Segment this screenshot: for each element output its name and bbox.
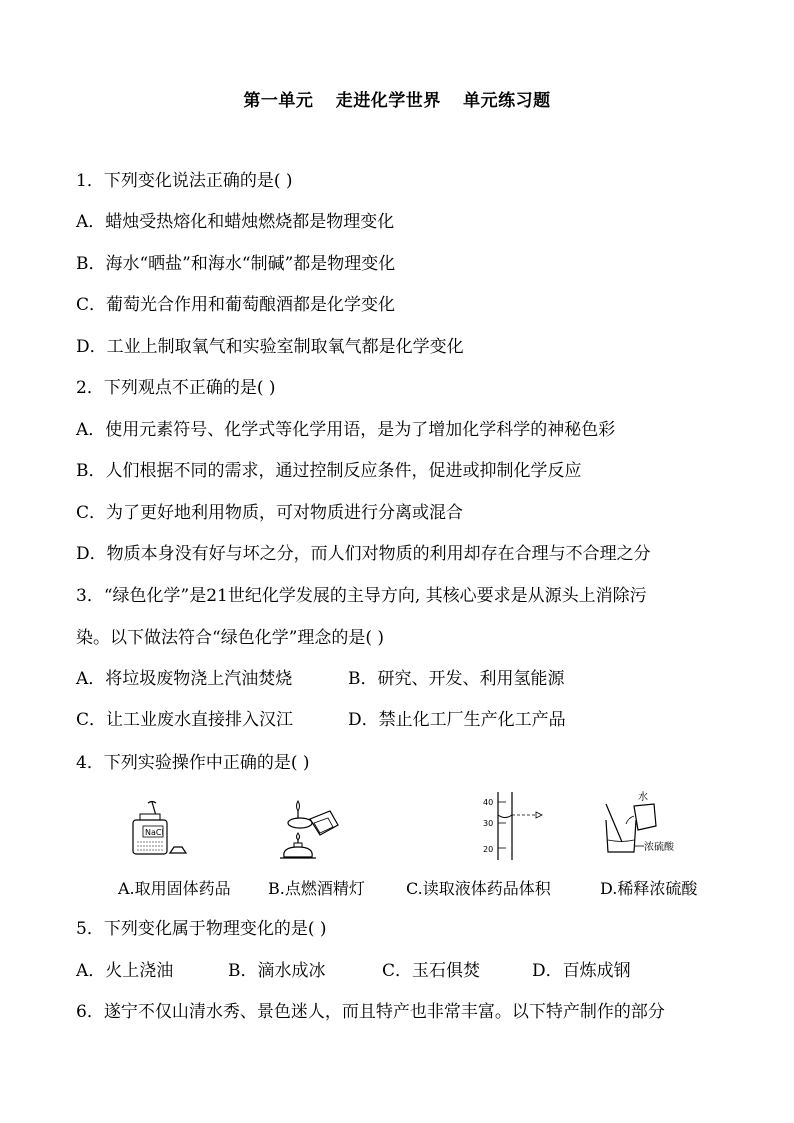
question-3-option-b: B．研究、开发、利用氢能源 bbox=[348, 669, 565, 689]
page-title bbox=[0, 86, 794, 111]
title-type: 单元练习题 bbox=[463, 91, 551, 111]
question-5-option-a: A．火上浇油 bbox=[76, 961, 174, 981]
question-1-stem: 1．下列变化说法正确的是( ) bbox=[76, 171, 293, 191]
question-6-stem: 6．遂宁不仅山清水秀、景色迷人，而且特产也非常丰富。以下特产制作的部分 bbox=[76, 1002, 665, 1022]
question-5-option-d: D．百炼成钢 bbox=[532, 961, 631, 981]
caption-a: A.取用固体药品 bbox=[118, 879, 231, 898]
question-2-option-c: C．为了更好地利用物质，可对物质进行分离或混合 bbox=[76, 503, 464, 523]
question-2-option-b: B．人们根据不同的需求，通过控制反应条件，促进或抑制化学反应 bbox=[76, 461, 582, 481]
title-unit: 第一单元 bbox=[243, 91, 314, 111]
nacl-label: NaCl bbox=[145, 828, 164, 837]
question-1-option-a: A．蜡烛受热熔化和蜡烛燃烧都是物理变化 bbox=[76, 212, 395, 232]
question-5-option-b: B．滴水成冰 bbox=[228, 961, 326, 981]
question-3-stem-line-1: 3．“绿色化学”是21世纪化学发展的主导方向, 其核心要求是从源头上消除污 bbox=[76, 586, 647, 606]
question-3-option-d: D．禁止化工厂生产化工产品 bbox=[348, 710, 566, 730]
question-1-option-d: D．工业上制取氧气和实验室制取氧气都是化学变化 bbox=[76, 337, 464, 357]
question-3-stem-line-2: 染。以下做法符合“绿色化学”理念的是( ) bbox=[76, 628, 385, 648]
water-label: 水 bbox=[638, 792, 648, 803]
title-topic: 走进化学世界 bbox=[335, 91, 441, 111]
tick-label-40: 40 bbox=[483, 798, 494, 807]
figure-graduated-cylinder bbox=[478, 790, 548, 862]
acid-label: 浓硫酸 bbox=[644, 842, 674, 853]
question-2-stem: 2．下列观点不正确的是( ) bbox=[76, 378, 276, 398]
question-5-option-c: C．玉石俱焚 bbox=[382, 961, 481, 981]
question-3-option-a: A．将垃圾废物浇上汽油焚烧 bbox=[76, 669, 293, 689]
question-1-option-b: B．海水“晒盐”和海水“制碱”都是物理变化 bbox=[76, 254, 396, 274]
figure-dilute-sulfuric-acid bbox=[598, 790, 688, 858]
tick-label-30: 30 bbox=[483, 819, 494, 828]
figure-solid-reagent bbox=[128, 800, 188, 860]
question-4-stem: 4．下列实验操作中正确的是( ) bbox=[76, 753, 310, 773]
figure-alcohol-lamp bbox=[276, 795, 346, 863]
question-2-option-d: D．物质本身没有好与坏之分，而人们对物质的利用却存在合理与不合理之分 bbox=[76, 544, 651, 564]
caption-c: C.读取液体药品体积 bbox=[406, 879, 551, 898]
caption-b: B.点燃酒精灯 bbox=[268, 879, 365, 898]
question-3-option-c: C．让工业废水直接排入汉江 bbox=[76, 710, 294, 730]
question-5-stem: 5．下列变化属于物理变化的是( ) bbox=[76, 919, 327, 939]
question-2-option-a: A．使用元素符号、化学式等化学用语，是为了增加化学科学的神秘色彩 bbox=[76, 420, 616, 440]
tick-label-20: 20 bbox=[483, 845, 494, 854]
caption-d: D.稀释浓硫酸 bbox=[600, 879, 698, 898]
question-1-option-c: C．葡萄光合作用和葡萄酿酒都是化学变化 bbox=[76, 295, 396, 315]
